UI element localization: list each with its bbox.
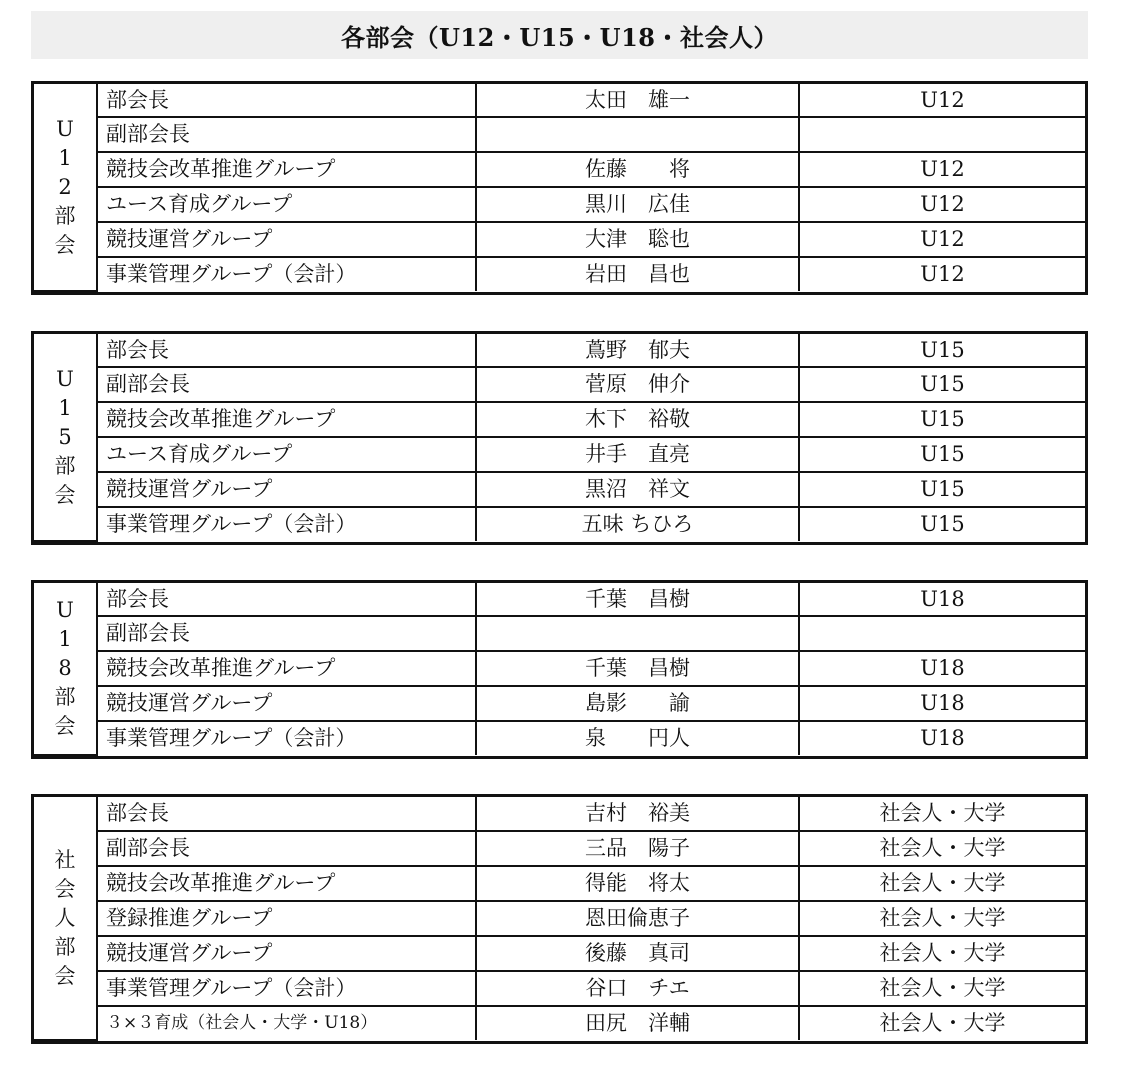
name-cell: 菅原 伸介: [476, 367, 799, 402]
page-title: 各部会（U12・U15・U18・社会人）: [341, 22, 778, 52]
name-cell: 千葉 昌樹: [476, 651, 799, 686]
section-label-char: 会: [54, 714, 76, 738]
name-cell: 恩田倫恵子: [476, 901, 799, 936]
role-cell: ユース育成グループ: [97, 437, 476, 472]
section-label-char: 1: [58, 627, 72, 651]
section-label-char: 1: [58, 395, 72, 420]
section-adult: [31, 794, 1088, 1044]
table-row: [34, 152, 1085, 187]
role-cell: 事業管理グループ（会計）: [97, 507, 476, 541]
category-cell: [799, 616, 1085, 651]
table-row: [34, 187, 1085, 222]
role-cell: 競技運営グループ: [97, 686, 476, 721]
roster-table-u12: [34, 84, 1085, 292]
table-row: [34, 437, 1085, 472]
section-label-char: U: [56, 366, 74, 391]
table-row: [34, 117, 1085, 152]
section-label-char: 2: [58, 174, 72, 199]
table-row: [34, 901, 1085, 936]
category-cell: 社会人・大学: [799, 936, 1085, 971]
section-label-char: 社: [54, 847, 76, 872]
name-cell: 吉村 裕美: [476, 797, 799, 831]
category-cell: U12: [799, 187, 1085, 222]
category-cell: [799, 117, 1085, 152]
role-cell: 部会長: [97, 84, 476, 117]
role-cell: 副部会長: [97, 367, 476, 402]
category-cell: U15: [799, 437, 1085, 472]
table-row: [34, 797, 1085, 831]
category-cell: 社会人・大学: [799, 1006, 1085, 1040]
name-cell: 島影 諭: [476, 686, 799, 721]
table-row: [34, 257, 1085, 291]
table-row: [34, 866, 1085, 901]
name-cell: 後藤 真司: [476, 936, 799, 971]
role-cell: 競技会改革推進グループ: [97, 866, 476, 901]
category-cell: U18: [799, 721, 1085, 755]
section-label-char: 会: [54, 963, 76, 988]
category-cell: U12: [799, 257, 1085, 291]
section-label-char: 部: [54, 685, 76, 709]
roster-table-u15: [34, 334, 1085, 542]
section-label-char: U: [56, 598, 74, 622]
table-row: [34, 507, 1085, 541]
role-cell: 競技会改革推進グループ: [97, 402, 476, 437]
role-cell: 部会長: [97, 334, 476, 367]
name-cell: 得能 将太: [476, 866, 799, 901]
table-row: [34, 84, 1085, 117]
role-cell: 競技運営グループ: [97, 472, 476, 507]
table-row: [34, 402, 1085, 437]
role-cell: 副部会長: [97, 831, 476, 866]
role-cell: 競技運営グループ: [97, 936, 476, 971]
name-cell: 黒沼 祥文: [476, 472, 799, 507]
table-row: [34, 651, 1085, 686]
role-cell: 事業管理グループ（会計）: [97, 257, 476, 291]
role-cell: 事業管理グループ（会計）: [97, 971, 476, 1006]
table-row: [34, 971, 1085, 1006]
category-cell: U12: [799, 222, 1085, 257]
section-label-char: 会: [54, 876, 76, 901]
name-cell: 三品 陽子: [476, 831, 799, 866]
section-u12: [31, 81, 1088, 295]
table-row: [34, 721, 1085, 755]
role-cell: ユース育成グループ: [97, 187, 476, 222]
section-label-char: 部: [54, 453, 76, 478]
name-cell: 五味 ちひろ: [476, 507, 799, 541]
category-cell: 社会人・大学: [799, 866, 1085, 901]
table-row: [34, 334, 1085, 367]
role-cell: 部会長: [97, 797, 476, 831]
category-cell: U18: [799, 686, 1085, 721]
role-cell: 登録推進グループ: [97, 901, 476, 936]
name-cell: 太田 雄一: [476, 84, 799, 117]
section-label-char: 5: [58, 424, 72, 449]
table-row: [34, 616, 1085, 651]
role-cell: 競技会改革推進グループ: [97, 651, 476, 686]
section-label-char: 部: [54, 203, 76, 228]
section-label-char: 1: [58, 145, 72, 170]
table-row: [34, 1006, 1085, 1040]
name-cell: 泉 円人: [476, 721, 799, 755]
name-cell: [476, 616, 799, 651]
section-label-char: 部: [54, 934, 76, 959]
role-cell: ３×３育成（社会人・大学・U18）: [97, 1006, 476, 1040]
name-cell: 黒川 広佳: [476, 187, 799, 222]
role-cell: 競技会改革推進グループ: [97, 152, 476, 187]
role-cell: 副部会長: [97, 117, 476, 152]
category-cell: U12: [799, 84, 1085, 117]
category-cell: U15: [799, 507, 1085, 541]
table-row: [34, 367, 1085, 402]
section-u15: [31, 331, 1088, 545]
page-title-bar: [31, 11, 1088, 59]
name-cell: 岩田 昌也: [476, 257, 799, 291]
section-label-char: 人: [54, 905, 76, 930]
name-cell: 谷口 チエ: [476, 971, 799, 1006]
roster-table-u18: [34, 583, 1085, 756]
name-cell: 蔦野 郁夫: [476, 334, 799, 367]
section-label-char: 会: [54, 232, 76, 257]
section-label: [34, 797, 97, 1040]
category-cell: U15: [799, 472, 1085, 507]
table-row: [34, 936, 1085, 971]
name-cell: 大津 聡也: [476, 222, 799, 257]
table-row: [34, 583, 1085, 616]
section-label: [34, 84, 97, 291]
section-label: [34, 583, 97, 755]
role-cell: 事業管理グループ（会計）: [97, 721, 476, 755]
name-cell: 千葉 昌樹: [476, 583, 799, 616]
section-u18: [31, 580, 1088, 759]
table-row: [34, 472, 1085, 507]
name-cell: 木下 裕敬: [476, 402, 799, 437]
section-label-char: 8: [58, 656, 72, 680]
category-cell: 社会人・大学: [799, 971, 1085, 1006]
table-row: [34, 831, 1085, 866]
category-cell: U18: [799, 583, 1085, 616]
table-row: [34, 686, 1085, 721]
name-cell: 田尻 洋輔: [476, 1006, 799, 1040]
category-cell: U15: [799, 334, 1085, 367]
role-cell: 競技運営グループ: [97, 222, 476, 257]
name-cell: 井手 直亮: [476, 437, 799, 472]
category-cell: U18: [799, 651, 1085, 686]
name-cell: [476, 117, 799, 152]
role-cell: 副部会長: [97, 616, 476, 651]
section-label-char: 会: [54, 482, 76, 507]
role-cell: 部会長: [97, 583, 476, 616]
category-cell: 社会人・大学: [799, 901, 1085, 936]
table-row: [34, 222, 1085, 257]
category-cell: U12: [799, 152, 1085, 187]
name-cell: 佐藤 将: [476, 152, 799, 187]
category-cell: 社会人・大学: [799, 831, 1085, 866]
category-cell: U15: [799, 402, 1085, 437]
section-label: [34, 334, 97, 541]
section-label-char: U: [56, 116, 74, 141]
roster-table-adult: [34, 797, 1085, 1041]
category-cell: 社会人・大学: [799, 797, 1085, 831]
category-cell: U15: [799, 367, 1085, 402]
